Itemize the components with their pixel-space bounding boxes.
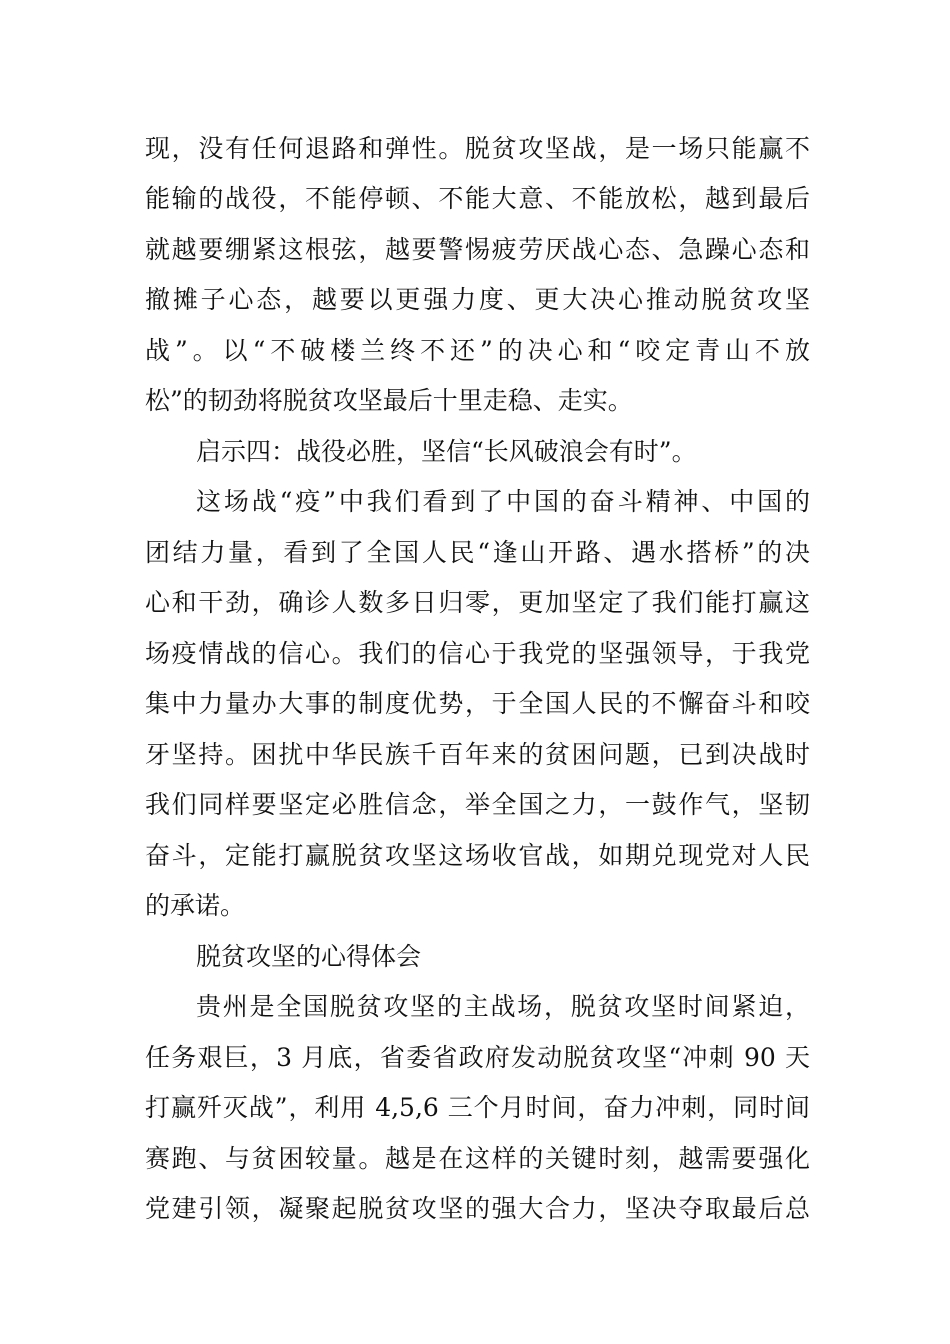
- text-line: 团结力量，看到了全国人民“逢山开路、遇水搭桥”的决: [145, 538, 810, 567]
- text-line: 我们同样要坚定必胜信念，举全国之力，一鼓作气，坚韧: [145, 790, 810, 819]
- text-line: 的承诺。: [145, 891, 246, 920]
- text-line: 松”的韧劲将脱贫攻坚最后十里走稳、走实。: [145, 386, 633, 415]
- text-line: 打赢歼灭战”，利用 4,5,6 三个月时间，奋力冲刺，同时间: [145, 1093, 810, 1122]
- text-line: 集中力量办大事的制度优势，于全国人民的不懈奋斗和咬: [145, 689, 810, 718]
- text-line: 任务艰巨，3 月底，省委省政府发动脱贫攻坚“冲刺 90 天: [145, 1043, 810, 1072]
- text-line: 场疫情战的信心。我们的信心于我党的坚强领导，于我党: [145, 639, 810, 668]
- text-line: 现，没有任何退路和弹性。脱贫攻坚战，是一场只能赢不: [145, 134, 810, 163]
- text-line: 能输的战役，不能停顿、不能大意、不能放松，越到最后: [145, 184, 810, 213]
- text-line: 赛跑、与贫困较量。越是在这样的关键时刻，越需要强化: [145, 1144, 810, 1173]
- text-line: 战”。以“不破楼兰终不还”的决心和“咬定青山不放: [145, 336, 810, 365]
- text-line: 就越要绷紧这根弦，越要警惕疲劳厌战心态、急躁心态和: [145, 235, 810, 264]
- text-line: 贵州是全国脱贫攻坚的主战场，脱贫攻坚时间紧迫，: [196, 992, 810, 1021]
- text-line: 奋斗，定能打赢脱贫攻坚这场收官战，如期兑现党对人民: [145, 841, 810, 870]
- text-line: 撤摊子心态，越要以更强力度、更大决心推动脱贫攻坚: [145, 285, 810, 314]
- text-line: 心和干劲，确诊人数多日归零，更加坚定了我们能打赢这: [145, 588, 810, 617]
- section-heading: 启示四：战役必胜，坚信“长风破浪会有时”。: [196, 437, 697, 466]
- text-line: 党建引领，凝聚起脱贫攻坚的强大合力，坚决夺取最后总: [145, 1194, 810, 1223]
- text-line: 牙坚持。困扰中华民族千百年来的贫困问题，已到决战时: [145, 740, 810, 769]
- text-line: 这场战“疫”中我们看到了中国的奋斗精神、中国的: [196, 487, 810, 516]
- section-title: 脱贫攻坚的心得体会: [196, 942, 422, 971]
